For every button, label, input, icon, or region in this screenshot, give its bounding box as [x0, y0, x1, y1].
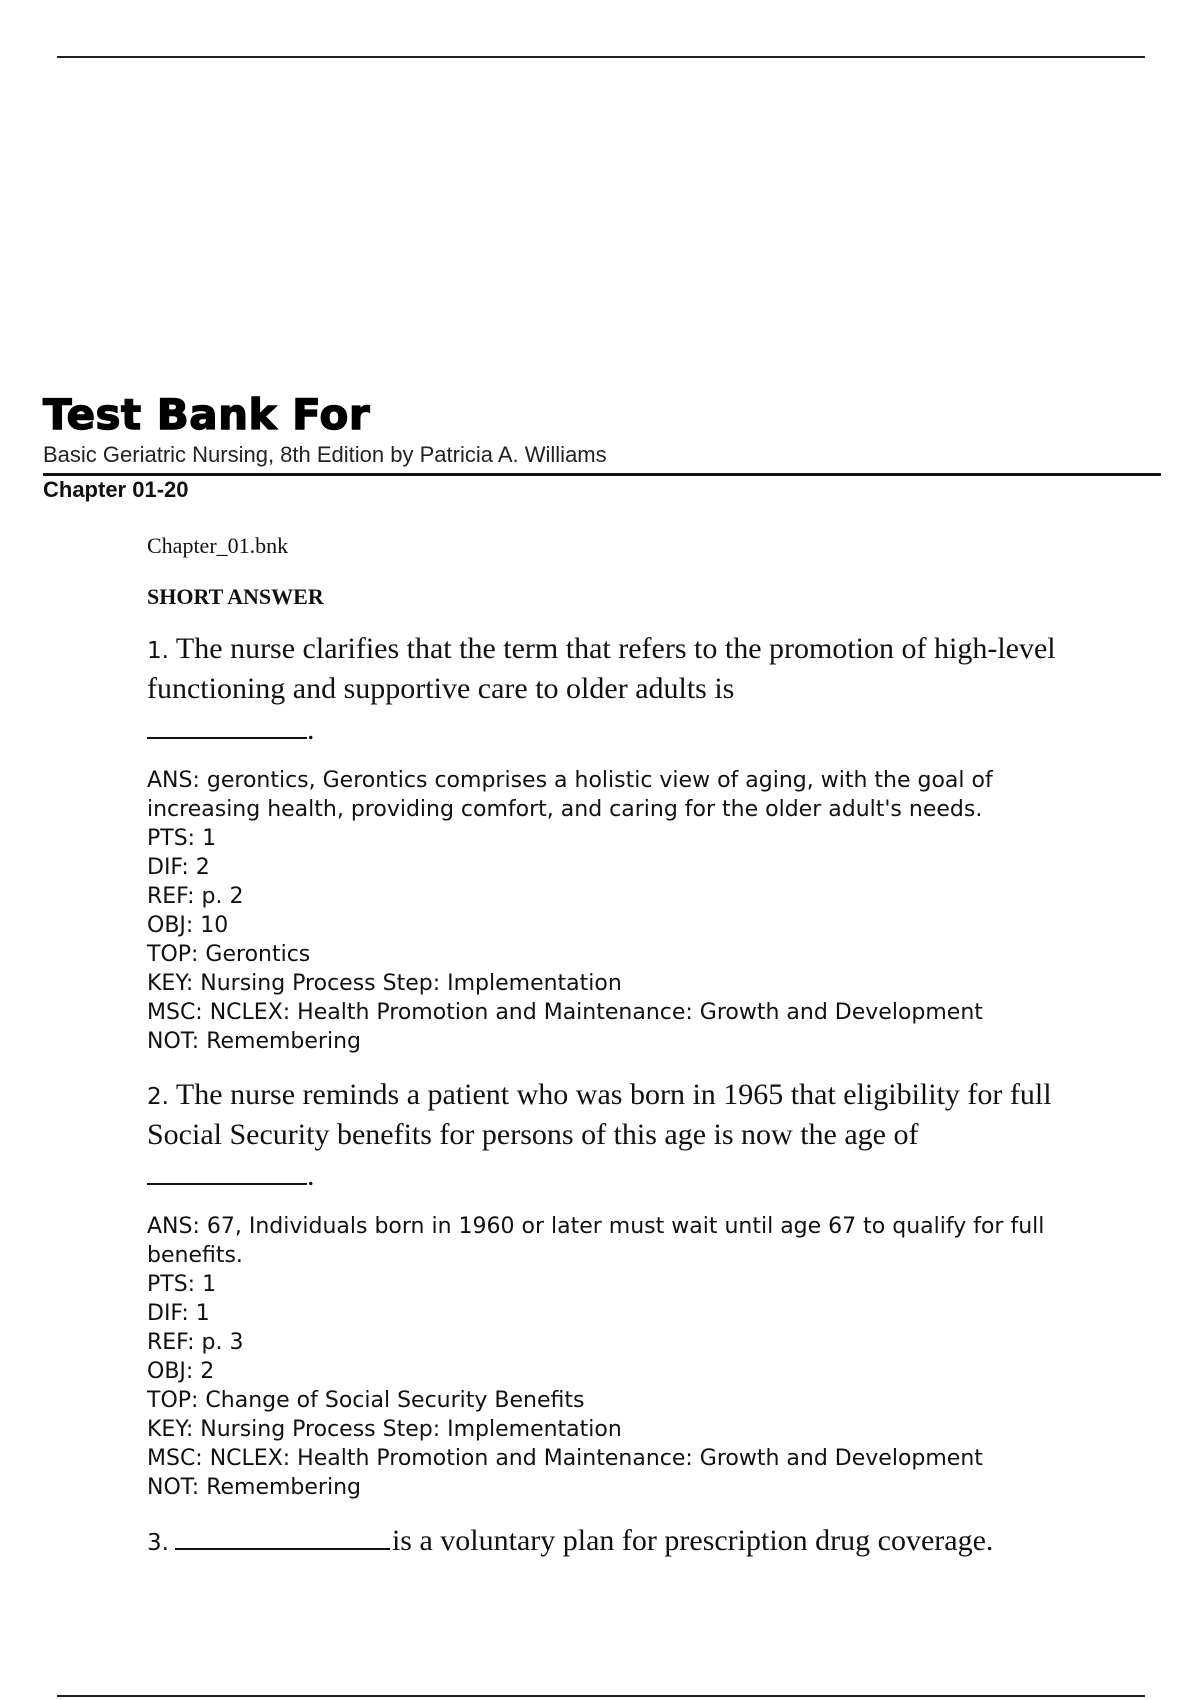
answer-text: ANS: gerontics, Gerontics comprises a holistic view of aging, with the goal of increasing health, providing comfort, and caring for the older adult's needs.: [147, 768, 993, 822]
answer-blank: [147, 1157, 307, 1185]
question-body: The nurse reminds a patient who was born in 1965 that eligibility for full Social Security benefits for persons of this age is now the age of: [147, 1078, 1052, 1151]
objective: OBJ: 2: [147, 1359, 215, 1384]
answer-blank: [175, 1522, 390, 1550]
question-number: 3.: [147, 1530, 169, 1556]
key: KEY: Nursing Process Step: Implementation: [147, 1417, 622, 1442]
answer-text: ANS: 67, Individuals born in 1960 or later must wait until age 67 to qualify for full benefits.: [147, 1214, 1045, 1268]
chapter-range: Chapter 01-20: [43, 477, 189, 502]
misc: MSC: NCLEX: Health Promotion and Maintenance: Growth and Development: [147, 1446, 983, 1471]
points: PTS: 1: [147, 826, 217, 851]
topic: TOP: Gerontics: [147, 942, 311, 967]
blank-terminator: .: [307, 713, 315, 746]
points: PTS: 1: [147, 1272, 217, 1297]
question-number: 2.: [147, 1084, 169, 1110]
question-item: [147, 1522, 1077, 1562]
blank-terminator: .: [307, 1159, 315, 1192]
question-item: [147, 630, 1077, 1056]
header-rule: [43, 473, 1161, 476]
file-name: Chapter_01.bnk: [147, 533, 289, 558]
difficulty: DIF: 1: [147, 1301, 210, 1326]
reference: REF: p. 3: [147, 1330, 244, 1355]
top-rule: [57, 56, 1145, 58]
answer-block: [147, 766, 1077, 1056]
answer-block: [147, 1212, 1077, 1502]
question-text: [147, 1522, 1077, 1562]
question-text: [147, 1076, 1077, 1153]
topic: TOP: Change of Social Security Benefits: [147, 1388, 585, 1413]
question-body: The nurse clarifies that the term that refers to the promotion of high-level functioning and supportive care to older adults is: [147, 632, 1056, 705]
bottom-rule: [57, 1695, 1145, 1697]
question-item: [147, 1076, 1077, 1502]
answer-blank-line: [147, 1157, 1077, 1194]
document-title: Test Bank For: [43, 390, 371, 439]
section-heading: SHORT ANSWER: [147, 584, 324, 609]
answer-blank: [147, 711, 307, 739]
question-body: is a voluntary plan for prescription drug coverage.: [391, 1524, 994, 1557]
answer-blank-line: [147, 711, 1077, 748]
question-number: 1.: [147, 638, 169, 664]
difficulty: DIF: 2: [147, 855, 210, 880]
book-subtitle: Basic Geriatric Nursing, 8th Edition by Patricia A. Williams: [43, 442, 607, 467]
note: NOT: Remembering: [147, 1029, 361, 1054]
question-content: [147, 528, 1077, 1562]
question-text: [147, 630, 1077, 707]
objective: OBJ: 10: [147, 913, 229, 938]
reference: REF: p. 2: [147, 884, 244, 909]
misc: MSC: NCLEX: Health Promotion and Maintenance: Growth and Development: [147, 1000, 983, 1025]
note: NOT: Remembering: [147, 1475, 361, 1500]
key: KEY: Nursing Process Step: Implementation: [147, 971, 622, 996]
